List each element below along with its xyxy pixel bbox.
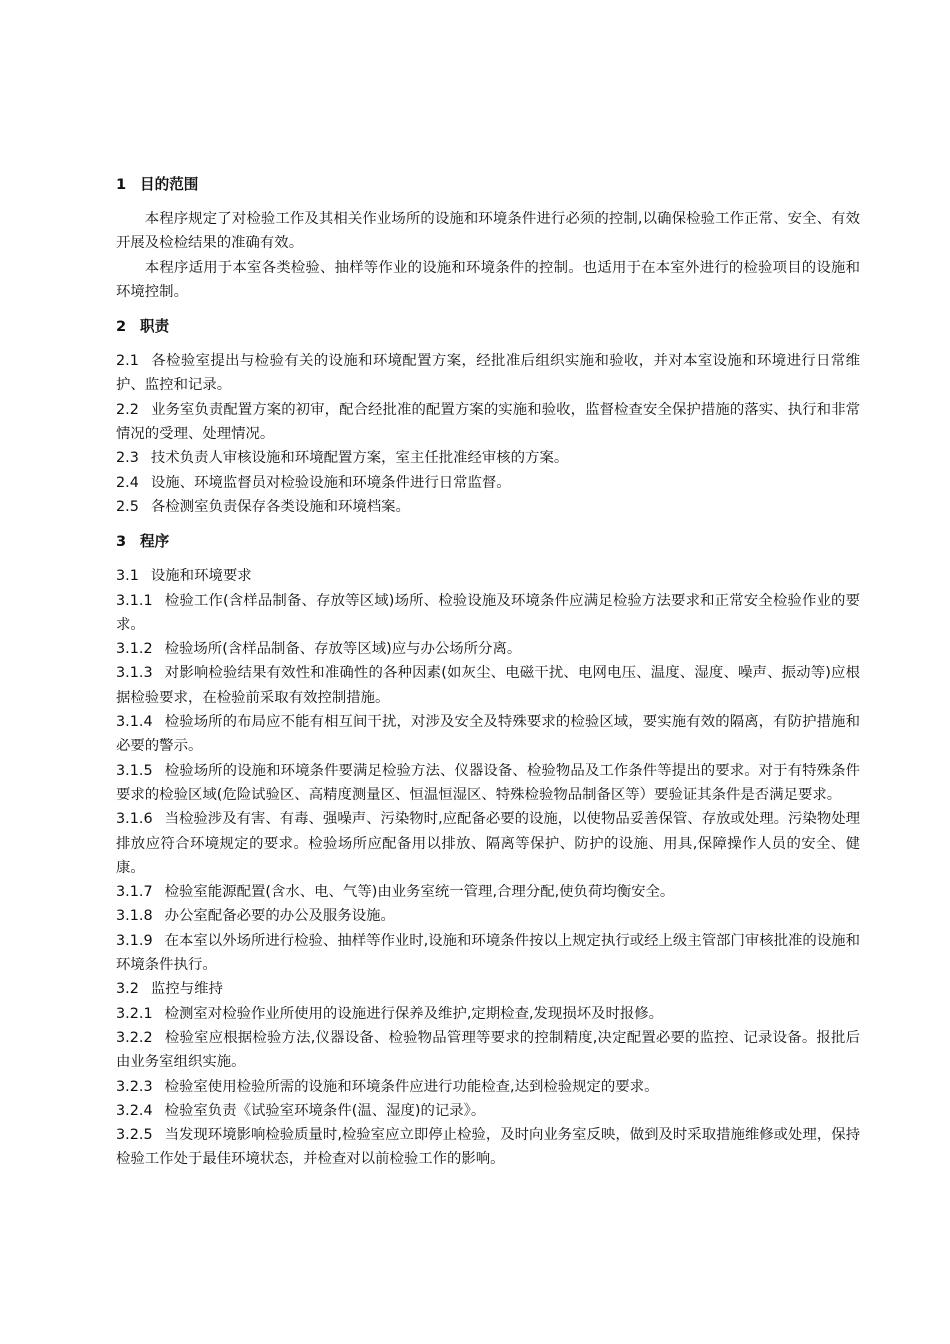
clause-text: 对影响检验结果有效性和准确性的各种因素(如灰尘、电磁干扰、电网电压、温度、湿度、噪声、振动等)应根据检验要求，在检验前采取有效控制措施。	[116, 665, 860, 706]
clause-text: 检验室能源配置(含水、电、气等)由业务室统一管理,合理分配,使负荷均衡安全。	[164, 884, 675, 901]
clause-text: 检测室对检验作业所使用的设施进行保养及维护,定期检查,发现损坏及时报修。	[164, 1005, 664, 1022]
section-title: 程序	[140, 533, 170, 551]
section-number: 1	[116, 176, 127, 193]
section-title: 职责	[140, 318, 170, 336]
section-number: 3	[116, 533, 127, 551]
document-body	[116, 174, 860, 1172]
clause-number: 2.3	[116, 450, 139, 467]
clause-3-1-2	[116, 637, 860, 661]
clause-text: 各检验室提出与检验有关的设施和环境配置方案，经批准后组织实施和验收，并对本室设施和环境进行日常维护、监控和记录。	[116, 353, 860, 394]
clause-text: 检验工作(含样品制备、存放等区域)场所、检验设施及环境条件应满足检验方法要求和正常安全检验作业的要求。	[116, 592, 860, 633]
clause-number: 2.2	[116, 401, 139, 418]
clause-number: 3.1.8	[116, 908, 153, 925]
clause-number: 2.4	[116, 474, 139, 491]
clause-text: 检验场所(含样品制备、存放等区域)应与办公场所分离。	[164, 641, 522, 658]
clause-text: 检验场所的设施和环境条件要满足检验方法、仪器设备、检验物品及工作条件等提出的要求。对于有特殊条件要求的检验区域(危险试验区、高精度测量区、恒温恒湿区、特殊检验物品制备区等）要验证其条件是否满足要求。	[116, 762, 860, 803]
clause-number: 2.5	[116, 498, 139, 515]
clause-text: 各检测室负责保存各类设施和环境档案。	[150, 498, 410, 515]
clause-text: 检验室使用检验所需的设施和环境条件应进行功能检查,达到检验规定的要求。	[164, 1078, 659, 1095]
clause-number: 3.2.1	[116, 1005, 153, 1022]
clause-3-1-5	[116, 759, 860, 808]
spacer	[116, 519, 860, 531]
subsection-title: 设施和环境要求	[150, 568, 252, 585]
clause-text: 技术负责人审核设施和环境配置方案，室主任批准经审核的方案。	[150, 450, 569, 467]
clause-text: 业务室负责配置方案的初审，配合经批准的配置方案的实施和验收，监督检查安全保护措施的落实、执行和非常情况的受理、处理情况。	[116, 401, 860, 443]
clause-number: 3.2.3	[116, 1078, 153, 1095]
subsection-number: 3.2	[116, 981, 139, 998]
clause-3-1-1	[116, 589, 860, 638]
clause-text: 在本室以外场所进行检验、抽样等作业时,设施和环境条件按以上规定执行或经上级主管部门审核批准的设施和环境条件执行。	[116, 932, 860, 974]
clause-text: 检验室负责《试验室环境条件(温、湿度)的记录》。	[164, 1102, 486, 1119]
clause-number: 3.1.5	[116, 762, 153, 779]
clause-3-1-3	[116, 661, 860, 710]
clause-text: 设施、环境监督员对检验设施和环境条件进行日常监督。	[150, 474, 511, 491]
clause-3-2-3	[116, 1075, 860, 1099]
clause-3-1-9	[116, 929, 860, 978]
subsection-3-2-heading	[116, 977, 860, 1001]
clause-number: 2.1	[116, 353, 139, 370]
section-title: 目的范围	[140, 176, 199, 193]
clause-2-2	[116, 398, 860, 447]
clause-number: 3.2.2	[116, 1029, 153, 1046]
clause-text: 当检验涉及有害、有毒、强噪声、污染物时,应配备必要的设施，以使物品妥善保管、存放或处理。污染物处理排放应符合环境规定的要求。检验场所应配备用以排放、隔离等保护、防护的设施、用具,保障操作人员的安全、健康。	[116, 811, 860, 876]
subsection-title: 监控与维持	[150, 981, 223, 998]
clause-2-5	[116, 495, 860, 519]
clause-text: 检验室应根据检验方法,仪器设备、检验物品管理等要求的控制精度,决定配置必要的监控、记录设备。报批后由业务室组织实施。	[116, 1029, 860, 1071]
clause-text: 当发现环境影响检验质量时,检验室应立即停止检验，及时向业务室反映，做到及时采取措施维修或处理，保持检验工作处于最佳环境状态，并检查对以前检验工作的影响。	[116, 1127, 860, 1168]
section-number: 2	[116, 318, 127, 336]
subsection-3-1-heading	[116, 564, 860, 588]
clause-number: 3.1.7	[116, 884, 153, 901]
clause-2-3	[116, 446, 860, 470]
clause-number: 3.1.6	[116, 811, 153, 828]
clause-2-1	[116, 349, 860, 398]
clause-number: 3.1.2	[116, 641, 153, 658]
clause-text: 办公室配备必要的办公及服务设施。	[164, 908, 395, 925]
paragraph: 本程序规定了对检验工作及其相关作业场所的设施和环境条件进行必须的控制,以确保检验工作正常、安全、有效开展及检检结果的准确有效。	[116, 211, 860, 252]
clause-3-2-2	[116, 1026, 860, 1075]
clause-number: 3.1.3	[116, 665, 153, 682]
clause-3-2-4	[116, 1099, 860, 1123]
clause-number: 3.1.9	[116, 932, 153, 949]
section-2-heading	[116, 316, 860, 338]
clause-3-1-6	[116, 807, 860, 880]
clause-text: 检验场所的布局应不能有相互间干扰，对涉及安全及特殊要求的检验区域，要实施有效的隔离，有防护措施和必要的警示。	[116, 714, 860, 755]
clause-2-4	[116, 471, 860, 495]
clause-number: 3.1.4	[116, 714, 153, 731]
clause-3-1-7	[116, 880, 860, 904]
section-3-heading	[116, 531, 860, 553]
clause-number: 3.1.1	[116, 592, 153, 609]
clause-3-1-8	[116, 904, 860, 928]
clause-number: 3.2.5	[116, 1127, 153, 1144]
clause-3-2-1	[116, 1002, 860, 1026]
spacer	[116, 304, 860, 316]
clause-number: 3.2.4	[116, 1102, 153, 1119]
clause-3-1-4	[116, 710, 860, 759]
paragraph: 本程序适用于本室各类检验、抽样等作业的设施和环境条件的控制。也适用于在本室外进行的检验项目的设施和环境控制。	[116, 259, 860, 300]
clause-3-2-5	[116, 1123, 860, 1172]
subsection-number: 3.1	[116, 568, 139, 585]
section-1-heading	[116, 174, 860, 196]
